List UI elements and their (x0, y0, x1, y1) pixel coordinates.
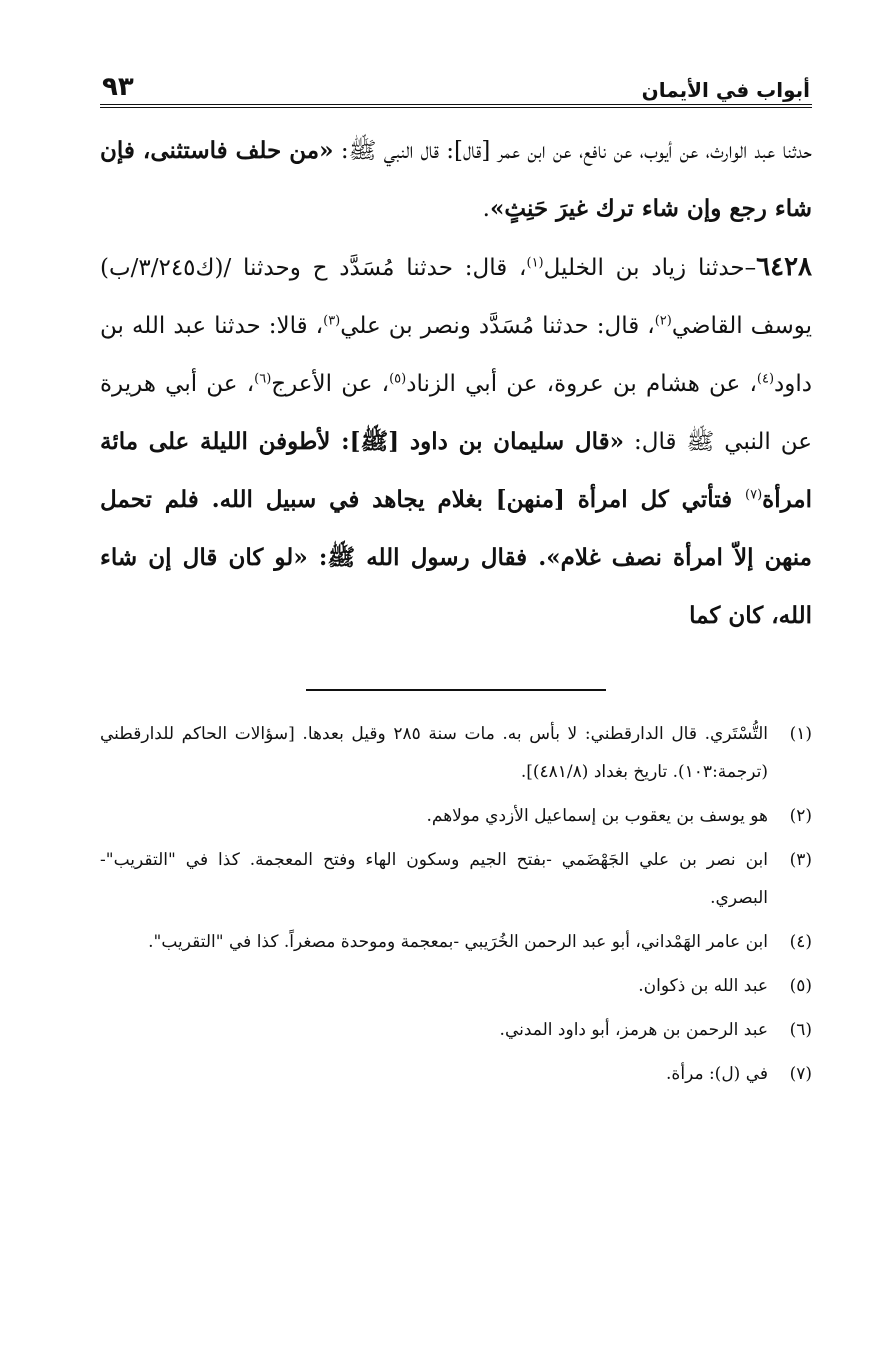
footnote-ref[interactable]: (٦) (254, 371, 272, 387)
footnote-text: ابن عامر الهَمْداني، أبو عبد الرحمن الخُرَيبي -بمعجمة وموحدة مصغراً. كذا في "التقريب". (148, 932, 768, 952)
hadith-quote: «من حلف فاستثنى، فإن شاء رجع وإن شاء ترك غيرَ حَنِثٍ» (100, 137, 812, 222)
footnote-number: (٣) (789, 850, 812, 870)
footnote-ref[interactable]: (٤) (756, 371, 775, 387)
footnote-text: في (ل): مرأة. (666, 1064, 768, 1084)
footnote-ref[interactable]: (٧) (745, 487, 763, 503)
footnote-text: عبد الله بن ذكوان. (638, 976, 768, 996)
footnote (100, 715, 812, 791)
footnote-number: (٧) (789, 1064, 812, 1084)
footnote (100, 1011, 812, 1049)
footnote-number: (٥) (789, 976, 812, 996)
hadith-quote: فتأتي كل امرأة [منهن] بغلام يجاهد في سبيل الله. فلم تحمل منهن إلاّ امرأة نصف غلام» (100, 486, 812, 571)
page-number: ٩٣ (102, 72, 134, 102)
text-run: ، عن الأعرج (271, 371, 390, 397)
footnote-text: عبد الرحمن بن هرمز، أبو داود المدني. (499, 1020, 768, 1040)
footnote-text: ابن نصر بن علي الجَهْضَمي -بفتح الجيم وسكون الهاء وفتح المعجمة. كذا في "التقريب"- البصري. (100, 850, 768, 908)
footnote-ref[interactable]: (٥) (389, 371, 407, 387)
paragraph-2 (100, 238, 812, 645)
text-run: ، قال: حدثنا مُسَدَّد ونصر بن علي (340, 313, 655, 339)
text-run: ، عن أبي هريرة عن النبي ﷺ قال: (100, 371, 813, 455)
text-run: ، قال: حدثنا مُسَدَّد ح وحدثنا /(ك٣/٢٤٥/ب) يوسف القاضي (100, 255, 812, 339)
text-run: . فقال رسول الله ﷺ: (307, 544, 547, 571)
hadith-quote: «لو كان قال إن شاء الله، كان كما (100, 544, 812, 629)
paragraph-1 (100, 122, 812, 238)
footnotes (100, 715, 812, 1093)
page (100, 58, 812, 1099)
hadith-number: ٦٤٢٨ (756, 252, 812, 282)
text-run: ، قالا: حدثنا عبد الله بن داود (100, 313, 812, 397)
footnote-text: هو يوسف بن يعقوب بن إسماعيل الأزدي مولاهم. (426, 806, 768, 826)
footnote-number: (٤) (789, 932, 812, 952)
footnote-rule-wrap (100, 645, 812, 709)
footnote-separator (306, 689, 606, 691)
footnote (100, 967, 812, 1005)
text-run: حدثنا عبد الوارث، عن أيوب، عن نافع، عن ابن عمر [قال]: قال النبي ﷺ: (333, 138, 812, 164)
footnote-number: (٢) (789, 806, 812, 826)
footnote (100, 923, 812, 961)
hadith-quote: «قال سليمان بن داود [ﷺ]: لأطوفن الليلة على مائة امرأة (100, 428, 812, 513)
main-text (100, 122, 812, 645)
footnote (100, 841, 812, 917)
footnote-number: (١) (789, 724, 812, 744)
footnote-number: (٦) (789, 1020, 812, 1040)
footnote-ref[interactable]: (٢) (654, 313, 672, 329)
page-header (100, 58, 812, 108)
footnote-text: التُّسْتَري. قال الدارقطني: لا بأس به. مات سنة ٢٨٥ وقيل بعدها. [سؤالات الحاكم للدارقطني (ترجمة:١٠٣). تاريخ بغداد (٤٨١/٨)]. (100, 724, 768, 782)
footnote-ref[interactable]: (٣) (323, 313, 341, 329)
footnote (100, 1055, 812, 1093)
footnote (100, 797, 812, 835)
running-title: أبواب في الأيمان (641, 78, 810, 102)
text-run: –حدثنا زياد بن الخليل (543, 255, 757, 281)
text-run: . (482, 196, 490, 222)
text-run: ، عن هشام بن عروة، عن أبي الزناد (406, 371, 757, 397)
footnote-ref[interactable]: (١) (526, 255, 544, 271)
